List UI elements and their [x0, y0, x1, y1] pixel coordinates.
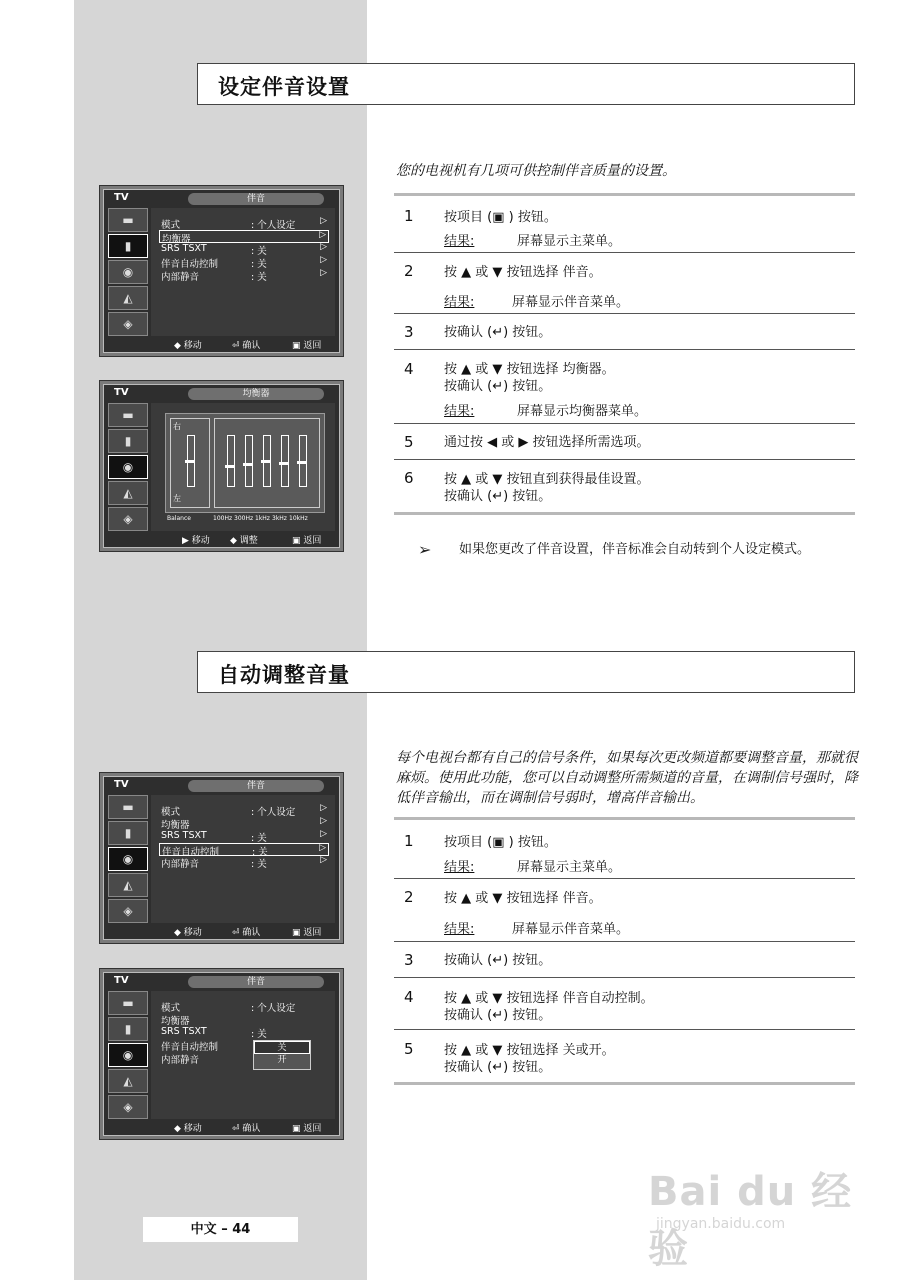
tv-osd-sound-menu	[99, 185, 344, 357]
osd-footer: ◆ 移动 ⏎ 确认 ▣ 返回	[174, 928, 322, 938]
picture-icon: ▬	[108, 795, 148, 819]
baidu-watermark-logo	[648, 1160, 868, 1272]
tv-label: TV	[114, 192, 129, 203]
picture-icon: ▬	[108, 991, 148, 1015]
step-row	[394, 879, 855, 942]
osd-panel	[151, 991, 335, 1119]
step-row	[394, 424, 855, 460]
tv-osd-sound-menu	[99, 772, 344, 944]
osd-menu-item: 模式 : 个人设定 ▷	[161, 216, 327, 231]
osd-menu-item-selected: 均衡器 ▷	[159, 230, 329, 243]
step-row	[394, 350, 855, 424]
osd-menu-item: 模式 : 个人设定 ▷	[161, 803, 327, 818]
tv-label: TV	[114, 779, 129, 790]
osd-panel	[151, 403, 335, 531]
balance-label: Balance	[167, 515, 191, 522]
dropdown-option-off: 关	[254, 1041, 310, 1054]
step-row	[394, 196, 855, 253]
osd-menu-item: 伴音自动控制	[161, 1042, 219, 1053]
step-text: 按 ▲ 或 ▼ 按钮选择 均衡器。	[444, 362, 615, 377]
step-number: 2	[404, 888, 414, 906]
osd-icon-column	[108, 795, 148, 925]
step-text: 按 ▲ 或 ▼ 按钮选择 关或开。	[444, 1043, 615, 1058]
step-text: 通过按 ◀ 或 ▶ 按钮选择所需选项。	[444, 435, 650, 450]
result-text: 屏幕显示均衡器菜单。	[517, 404, 648, 419]
step-row	[394, 314, 855, 350]
input-icon: ◈	[108, 899, 148, 923]
osd-icon-column	[108, 208, 148, 338]
step-text: 按 ▲ 或 ▼ 按钮直到获得最佳设置。	[444, 472, 650, 487]
tv-label: TV	[114, 975, 129, 986]
slider-knob	[185, 460, 195, 463]
osd-menu-item: 模式 : 个人设定	[161, 1003, 296, 1014]
setup-icon: ◭	[108, 286, 148, 310]
osd-menu-item: 伴音自动控制 : 关 ▷	[161, 255, 327, 270]
osd-header: 均衡器	[188, 388, 324, 400]
result-label: 结果:	[444, 922, 475, 937]
section-title: 设定伴音设置	[218, 75, 350, 99]
eq-slider	[245, 435, 253, 487]
slider-knob	[243, 463, 253, 466]
slider-knob	[297, 461, 307, 464]
osd-footer: ◆ 移动 ⏎ 确认 ▣ 返回	[174, 341, 322, 351]
osd-header: 伴音	[188, 780, 324, 792]
watermark-logo-text: Bai du 经验	[648, 1169, 853, 1272]
result-label: 结果:	[444, 860, 475, 875]
eq-slider	[187, 435, 195, 487]
tv-label: TV	[114, 387, 129, 398]
channel-icon: ◉	[108, 455, 148, 479]
osd-menu-item: 均衡器 ▷	[161, 816, 327, 831]
step-text: 按确认 (↵) 按钮。	[444, 489, 552, 504]
band-label: 3kHz	[272, 515, 287, 522]
result-text: 屏幕显示主菜单。	[517, 234, 622, 249]
osd-header: 伴音	[188, 193, 324, 205]
eq-slider	[299, 435, 307, 487]
step-text: 按确认 (↵) 按钮。	[444, 379, 552, 394]
eq-slider	[227, 435, 235, 487]
osd-panel	[151, 208, 335, 336]
balance-box: 右 左	[170, 418, 210, 508]
channel-icon: ◉	[108, 1043, 148, 1067]
input-icon: ◈	[108, 1095, 148, 1119]
step-number: 1	[404, 832, 414, 850]
section-title: 自动调整音量	[218, 663, 350, 687]
osd-footer: ▶ 移动 ◆ 调整 ▣ 返回	[182, 536, 322, 546]
osd-menu-item: 均衡器	[161, 1016, 190, 1027]
table-bottom-rule	[394, 1082, 855, 1085]
bands-box	[214, 418, 320, 508]
step-row	[394, 978, 855, 1030]
watermark-url: jingyan.baidu.com	[656, 1216, 786, 1232]
osd-menu-item: 内部静音 : 关 ▷	[161, 855, 327, 870]
slider-knob	[279, 462, 289, 465]
sound-icon: ▮	[108, 1017, 148, 1041]
osd-dropdown	[253, 1040, 311, 1070]
dropdown-option-on: 开	[277, 1055, 287, 1065]
slider-knob	[261, 460, 271, 463]
table-bottom-rule	[394, 512, 855, 515]
input-icon: ◈	[108, 507, 148, 531]
step-row	[394, 820, 855, 879]
step-text: 按 ▲ 或 ▼ 按钮选择 伴音。	[444, 891, 602, 906]
sound-icon: ▮	[108, 429, 148, 453]
step-text: 按项目 (▣ ) 按钮。	[444, 835, 557, 850]
note-arrow-icon: ➢	[418, 540, 432, 559]
step-number: 3	[404, 323, 414, 341]
step-text: 按 ▲ 或 ▼ 按钮选择 伴音自动控制。	[444, 991, 654, 1006]
osd-icon-column	[108, 403, 148, 533]
osd-icon-column	[108, 991, 148, 1121]
picture-icon: ▬	[108, 403, 148, 427]
result-label: 结果:	[444, 404, 475, 419]
note-text: 如果您更改了伴音设置，伴音标准会自动转到个人设定模式。	[459, 542, 811, 557]
result-label: 结果:	[444, 234, 475, 249]
step-number: 2	[404, 262, 414, 280]
setup-icon: ◭	[108, 873, 148, 897]
sound-icon: ▮	[108, 821, 148, 845]
input-icon: ◈	[108, 312, 148, 336]
step-row	[394, 1030, 855, 1082]
slider-knob	[225, 465, 235, 468]
step-row	[394, 253, 855, 314]
step-text: 按确认 (↵) 按钮。	[444, 1060, 552, 1075]
section-title-box	[197, 63, 855, 105]
result-text: 屏幕显示伴音菜单。	[512, 295, 630, 310]
osd-menu-item: 内部静音	[161, 1055, 200, 1066]
step-text: 按确认 (↵) 按钮。	[444, 953, 552, 968]
result-text: 屏幕显示主菜单。	[517, 860, 622, 875]
step-text: 按 ▲ 或 ▼ 按钮选择 伴音。	[444, 265, 602, 280]
osd-menu-item: SRS TSXT : 关 ▷	[161, 242, 327, 257]
section-title-box	[197, 651, 855, 693]
band-label: 1kHz	[255, 515, 270, 522]
sound-icon: ▮	[108, 234, 148, 258]
eq-slider	[263, 435, 271, 487]
step-text: 按确认 (↵) 按钮。	[444, 1008, 552, 1023]
step-text: 按项目 (▣ ) 按钮。	[444, 210, 557, 225]
setup-icon: ◭	[108, 1069, 148, 1093]
osd-menu-item-selected: 伴音自动控制 : 关 ▷	[159, 843, 329, 856]
page-number: 中文 – 44	[143, 1217, 298, 1242]
band-label: 10kHz	[289, 515, 308, 522]
step-number: 5	[404, 433, 414, 451]
step-number: 4	[404, 360, 414, 378]
tv-osd-equalizer	[99, 380, 344, 552]
result-label: 结果:	[444, 295, 475, 310]
osd-menu-item: SRS TSXT : 关	[161, 1026, 267, 1040]
band-label: 100Hz	[213, 515, 233, 522]
result-text: 屏幕显示伴音菜单。	[512, 922, 630, 937]
osd-header: 伴音	[188, 976, 324, 988]
osd-footer: ◆ 移动 ⏎ 确认 ▣ 返回	[174, 1124, 322, 1134]
step-number: 1	[404, 207, 414, 225]
step-number: 3	[404, 951, 414, 969]
eq-slider	[281, 435, 289, 487]
step-number: 5	[404, 1040, 414, 1058]
section-intro: 每个电视台都有自己的信号条件，如果每次更改频道都要调整音量，那就很麻烦。使用此功能，您可以自动调整所需频道的音量，在调制信号强时，降低伴音输出，而在调制信号弱时，增高伴音输出。	[396, 750, 858, 806]
step-number: 4	[404, 988, 414, 1006]
picture-icon: ▬	[108, 208, 148, 232]
tv-osd-sound-dropdown	[99, 968, 344, 1140]
band-label: 300Hz	[234, 515, 254, 522]
osd-panel	[151, 795, 335, 923]
steps-table	[394, 193, 855, 515]
step-row	[394, 942, 855, 978]
step-number: 6	[404, 469, 414, 487]
step-row	[394, 460, 855, 512]
steps-table	[394, 817, 855, 1085]
osd-menu-item: SRS TSXT : 关 ▷	[161, 829, 327, 844]
step-text: 按确认 (↵) 按钮。	[444, 325, 552, 340]
osd-menu-item: 内部静音 : 关 ▷	[161, 268, 327, 283]
channel-icon: ◉	[108, 847, 148, 871]
section-intro: 您的电视机有几项可供控制伴音质量的设置。	[396, 163, 676, 179]
equalizer-area	[165, 413, 325, 513]
channel-icon: ◉	[108, 260, 148, 284]
setup-icon: ◭	[108, 481, 148, 505]
